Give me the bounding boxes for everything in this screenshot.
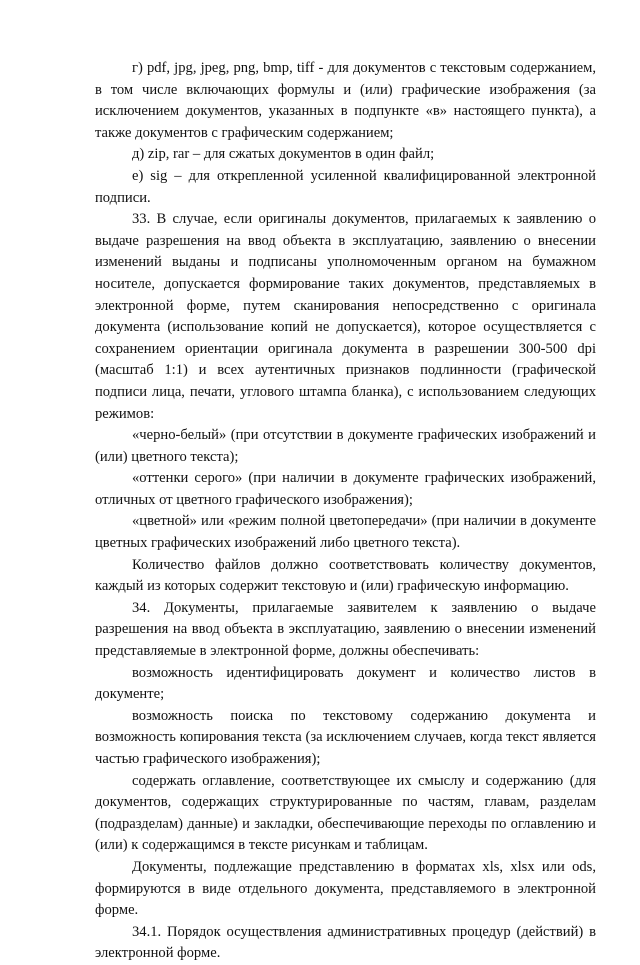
paragraph-format-g: г) pdf, jpg, jpeg, png, bmp, tiff - для документов с текстовым содержанием, в том числе включающих формулы и (или) графические изображения (за исключением документов, указанных в подпункте «в» настоящего пункта), а также документов с графическим содержанием;	[95, 60, 596, 141]
paragraph-toc: содержать оглавление, соответствующее их смыслу и содержанию (для документов, содержащих структурированные по частям, главам, разделам (подразделам) данные) и закладки, обеспечивающие переходы по оглавлению и (или) к содержащимся в тексте рисункам и таблицам.	[95, 772, 596, 854]
paragraph-spreadsheets: Документы, подлежащие представлению в форматах xls, xlsx или ods, формируются в виде отдельного документа, представляемого в электронной форме.	[95, 858, 596, 919]
paragraph-format-d: д) zip, rar – для сжатых документов в один файл;	[132, 146, 435, 163]
paragraph-identify: возможность идентифицировать документ и количество листов в документе;	[95, 664, 596, 703]
paragraph-item-34: 34. Документы, прилагаемые заявителем к заявлению о выдаче разрешения на ввод объекта в эксплуатацию, заявлению о внесении изменений представляемые в электронной форме, должны обеспечивать:	[95, 599, 596, 660]
paragraph-mode-color: «цветной» или «режим полной цветопередачи» (при наличии в документе цветных графических изображений либо цветного текста).	[95, 513, 596, 552]
paragraph-search: возможность поиска по текстовому содержанию документа и возможность копирования текста (за исключением случаев, когда текст является частью графического изображения);	[95, 707, 596, 767]
paragraph-item-34-1: 34.1. Порядок осуществления административных процедур (действий) в электронной форме.	[95, 923, 596, 962]
paragraph-item-33: 33. В случае, если оригиналы документов, прилагаемых к заявлению о выдаче разрешения на ввод объекта в эксплуатацию, заявлению о внесении изменений выданы и подписаны уполномоченным органом на бумажном носителе, допускается формирование таких документов, представляемых в электронной форме, путем сканирования непосредственно с оригинала документа (использование копий не допускается), которое осуществляется с сохранением ориентации оригинала документа в разрешении 300-500 dpi (масштаб 1:1) и всех аутентичных признаков подлинности (графической подписи лица, печати, углового штампа бланка), с использованием следующих режимов:	[95, 211, 596, 422]
paragraph-mode-bw: «черно-белый» (при отсутствии в документе графических изображений и (или) цветного текста);	[95, 427, 596, 465]
paragraph-format-e: е) sig – для открепленной усиленной квалифицированной электронной подписи.	[95, 167, 596, 206]
paragraph-mode-gray: «оттенки серого» (при наличии в документе графических изображений, отличных от цветного графического изображения);	[95, 470, 596, 508]
paragraph-file-count: Количество файлов должно соответствовать количеству документов, каждый из которых содержит текстовую и (или) графическую информацию.	[95, 556, 596, 595]
